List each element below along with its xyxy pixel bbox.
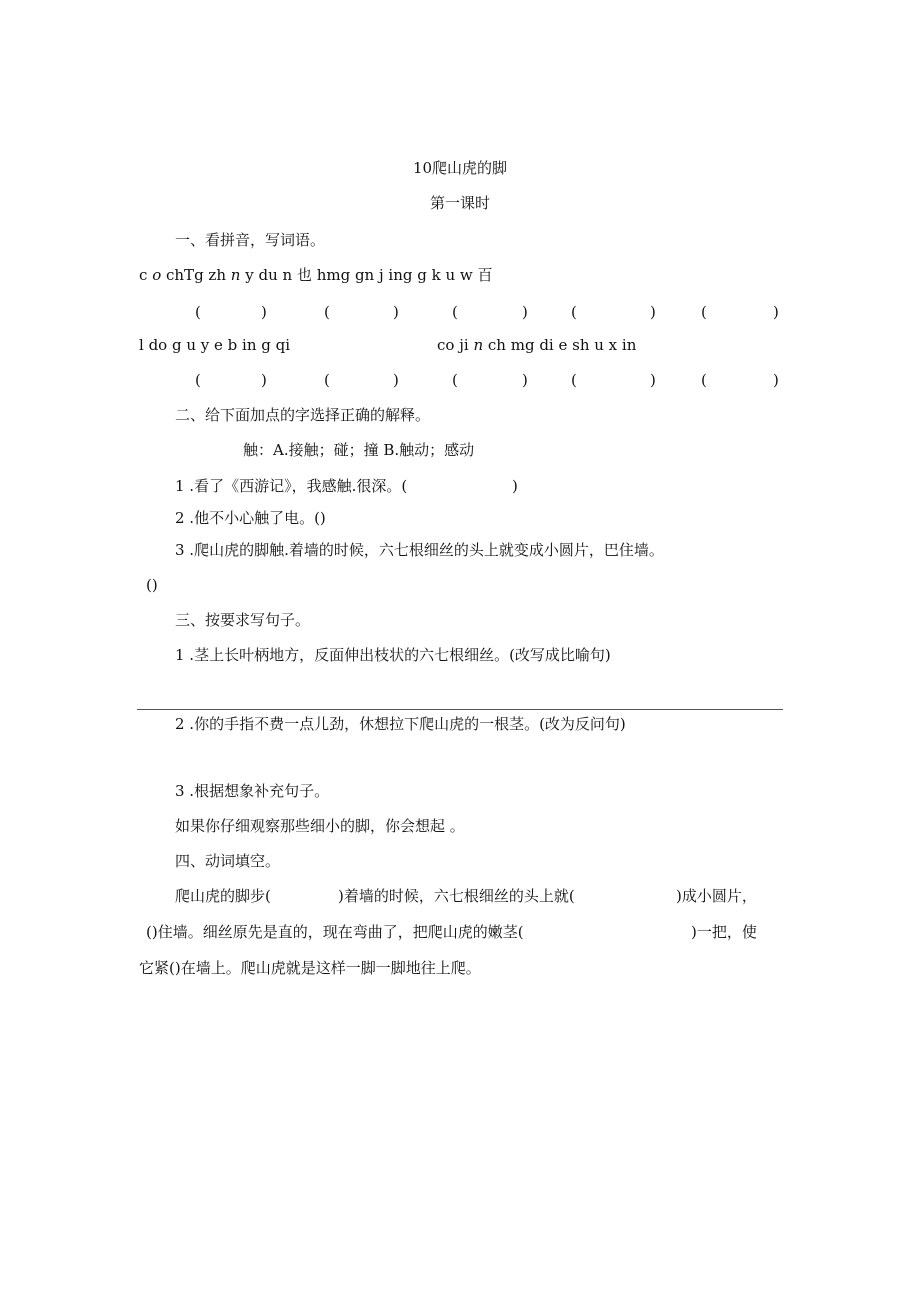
definition-note: 触：A.接触；碰；撞 B.触动；感动 xyxy=(243,441,475,459)
document-title: 10爬山虎的脚 xyxy=(412,159,508,177)
section-3-heading: 三、按要求写句子。 xyxy=(175,611,311,629)
section-1-heading: 一、看拼音，写词语。 xyxy=(175,231,326,249)
pinyin-text: co ji xyxy=(437,336,469,354)
pinyin-text: n xyxy=(473,336,484,354)
blank-paren-close: ) xyxy=(261,371,267,389)
blank-paren-open: ( xyxy=(195,303,201,321)
blank-paren-close: ) xyxy=(773,303,779,321)
blank-paren-open: ( xyxy=(571,303,577,321)
fill-line-1a: 爬山虎的脚步( xyxy=(175,887,271,905)
section-2-heading: 二、给下面加点的字选择正确的解释。 xyxy=(175,406,431,424)
pinyin-row-2b xyxy=(437,335,636,355)
pinyin-text: y du n 也 hmg gn j ing g k u w 百 xyxy=(245,266,493,284)
pinyin-text: ch mg di e sh u x in xyxy=(487,336,637,354)
blank-paren-open: ( xyxy=(324,303,330,321)
question-3-2: 2 .你的手指不费一点儿劲，休想拉下爬山虎的一根茎。(改为反问句) xyxy=(175,715,626,733)
blank-paren-close: ) xyxy=(773,371,779,389)
fill-line-2a: ()住墙。细丝原先是直的，现在弯曲了，把爬山虎的嫩茎( xyxy=(146,923,524,941)
blank-paren-close: ) xyxy=(650,371,656,389)
pinyin-text: o xyxy=(152,266,162,284)
blank-paren-close: ) xyxy=(522,371,528,389)
pinyin-text: chTg zh xyxy=(166,266,226,284)
blank-paren-close: ) xyxy=(650,303,656,321)
question-3-3-sentence: 如果你仔细观察那些细小的脚，你会想起 。 xyxy=(175,817,465,835)
fill-line-2b: )一把，使 xyxy=(691,923,757,941)
blank-paren-open: ( xyxy=(324,371,330,389)
fill-line-1c: )成小圆片， xyxy=(676,887,757,905)
question-3-1: 1 .茎上长叶柄地方，反面伸出枝状的六七根细丝。(改写成比喻句) xyxy=(175,646,611,664)
pinyin-text: c xyxy=(139,266,148,284)
blank-paren-close: ) xyxy=(261,303,267,321)
blank-paren-close: ) xyxy=(393,371,399,389)
blank-paren-open: ( xyxy=(452,371,458,389)
blank-paren-open: ( xyxy=(571,371,577,389)
blank-paren-open: ( xyxy=(701,371,707,389)
blank-paren-close: ) xyxy=(522,303,528,321)
blank-paren-open: ( xyxy=(452,303,458,321)
question-2-3: 3 .爬山虎的脚触.着墙的时候，六七根细丝的头上就变成小圆片，巴住墙。 xyxy=(175,541,664,559)
fill-line-3: 它紧()在墙上。爬山虎就是这样一脚一脚地往上爬。 xyxy=(139,959,481,977)
question-2-1-close: ) xyxy=(512,477,518,495)
blank-paren-open: ( xyxy=(701,303,707,321)
question-3-3: 3 .根据想象补充句子。 xyxy=(175,782,330,800)
pinyin-text: n xyxy=(230,266,241,284)
blank-paren-open: ( xyxy=(195,371,201,389)
pinyin-row-2a: l do g u y e b in g qi xyxy=(139,336,291,354)
pinyin-row-1 xyxy=(139,265,493,285)
answer-line xyxy=(137,709,783,710)
question-2-3-answer: () xyxy=(146,576,158,594)
section-4-heading: 四、动词填空。 xyxy=(175,852,281,870)
document-subtitle: 第一课时 xyxy=(429,194,490,212)
question-2-2: 2 .他不小心触了电。() xyxy=(175,509,326,527)
question-2-1: 1 .看了《西游记》，我感触.很深。( xyxy=(175,477,408,495)
fill-line-1b: )着墙的时候，六七根细丝的头上就( xyxy=(338,887,575,905)
blank-paren-close: ) xyxy=(393,303,399,321)
